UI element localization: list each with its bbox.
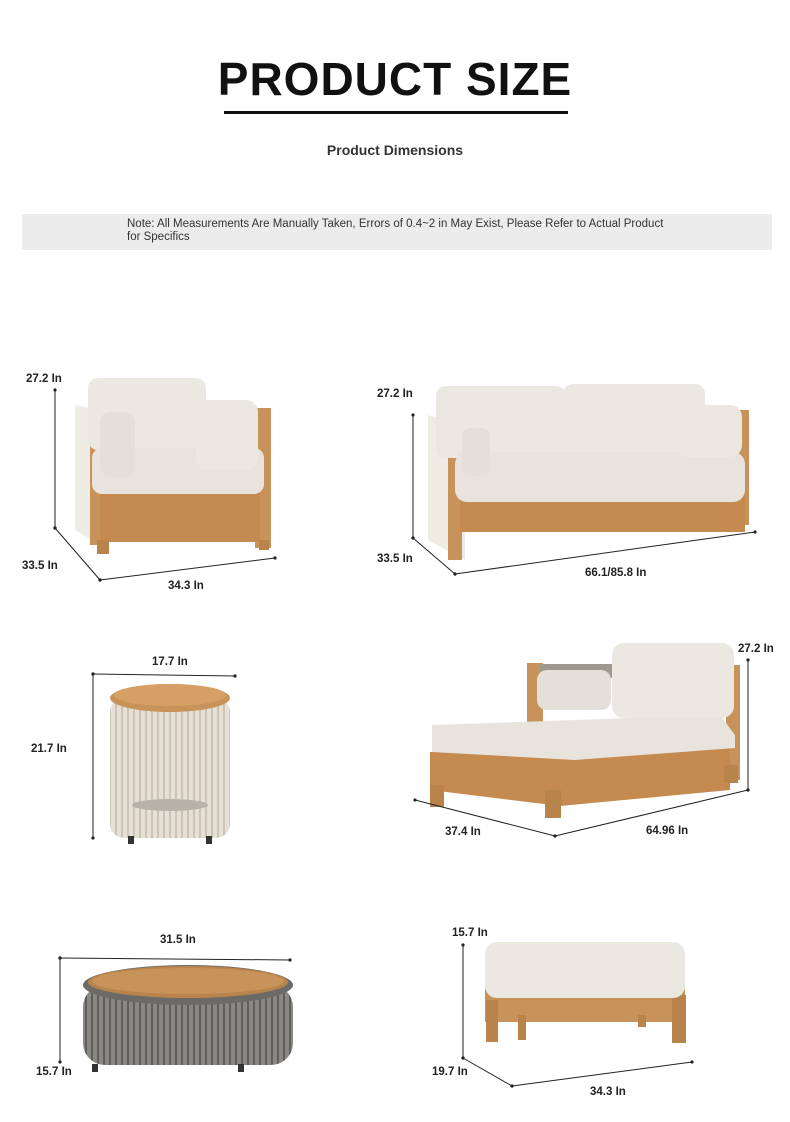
ottoman-depth-label: 19.7 In bbox=[432, 1066, 468, 1078]
page-subtitle: Product Dimensions bbox=[326, 142, 464, 158]
chaise-illustration bbox=[430, 643, 740, 818]
sofa-width-label: 66.1/85.8 In bbox=[585, 567, 647, 579]
side-table-illustration bbox=[110, 684, 230, 844]
armchair-depth-label: 33.5 In bbox=[22, 560, 58, 572]
ottoman-width-label: 34.3 In bbox=[590, 1086, 626, 1098]
side-table-height-label: 21.7 In bbox=[31, 743, 67, 755]
coffee-table-height-label: 15.7 In bbox=[36, 1066, 72, 1078]
coffee-table-diameter-label: 31.5 In bbox=[160, 934, 196, 946]
chaise-depth-label: 37.4 In bbox=[445, 826, 481, 838]
ottoman-illustration bbox=[485, 942, 686, 1043]
armchair-height-label: 27.2 In bbox=[26, 373, 62, 385]
armchair-width-label: 34.3 In bbox=[168, 580, 204, 592]
measurement-note-text: Note: All Measurements Are Manually Taken, Errors of 0.4~2 in May Exist, Please Refer to Actual Product for Specifics bbox=[127, 218, 664, 243]
coffee-table-illustration bbox=[83, 965, 293, 1072]
sofa-height-label: 27.2 In bbox=[377, 388, 413, 400]
chaise-height-label: 27.2 In bbox=[738, 643, 774, 655]
chaise-width-label: 64.96 In bbox=[646, 825, 689, 837]
page-title: PRODUCT SIZE bbox=[217, 53, 573, 105]
ottoman-height-label: 15.7 In bbox=[452, 927, 488, 939]
side-table-diameter-label: 17.7 In bbox=[152, 656, 188, 668]
sofa-illustration bbox=[428, 384, 749, 560]
armchair-illustration bbox=[75, 378, 271, 554]
sofa-depth-label: 33.5 In bbox=[377, 553, 413, 565]
